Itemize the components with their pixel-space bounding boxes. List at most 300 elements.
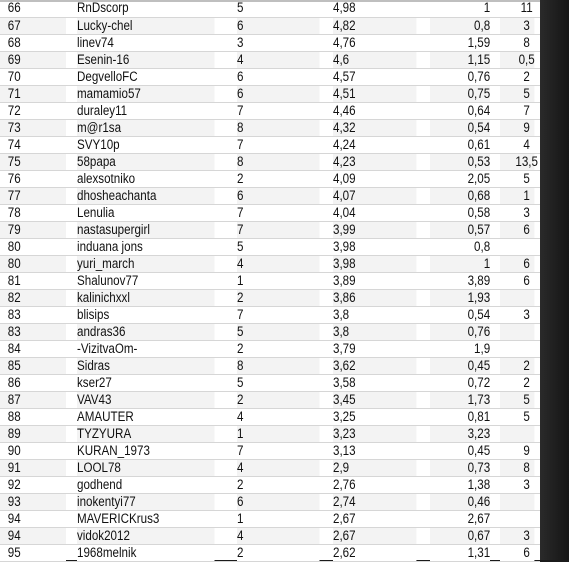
player-name-cell-text: SVY10p [77, 136, 120, 152]
rank-cell [0, 493, 66, 510]
games-cell [237, 272, 320, 289]
extra-cell [500, 408, 534, 425]
average-cell [333, 102, 416, 119]
ratio-cell [430, 85, 490, 102]
ratio-cell [430, 68, 490, 85]
extra-cell-text: 3 [523, 476, 530, 492]
table-row[interactable] [0, 17, 540, 34]
player-name-cell-text: KURAN_1973 [77, 442, 150, 458]
extra-cell-text: 5 [523, 170, 530, 186]
rank-cell-text: 71 [7, 85, 21, 101]
ratio-cell-text: 0,76 [467, 68, 491, 84]
table-row[interactable] [0, 289, 540, 306]
average-cell-text: 2,67 [333, 510, 356, 526]
average-cell-text: 2,9 [333, 459, 350, 475]
player-name-cell [77, 204, 215, 221]
table-row[interactable] [0, 340, 540, 357]
average-cell-text: 3,89 [333, 272, 356, 288]
ratio-cell [430, 0, 490, 17]
games-cell-text: 7 [237, 102, 244, 118]
average-cell-text: 3,99 [333, 221, 356, 237]
average-cell [333, 238, 416, 255]
games-cell [237, 204, 320, 221]
player-name-cell-text: RnDscorp [77, 0, 129, 16]
ratio-cell [430, 102, 490, 119]
games-cell [237, 476, 320, 493]
extra-cell [500, 68, 534, 85]
average-cell-text: 2,67 [333, 527, 356, 543]
table-row[interactable] [0, 493, 540, 510]
average-cell-text: 4,07 [333, 187, 356, 203]
table-row[interactable] [0, 272, 540, 289]
table-row[interactable] [0, 221, 540, 238]
ratio-cell [430, 544, 490, 561]
table-row[interactable] [0, 391, 540, 408]
player-name-cell [77, 221, 215, 238]
extra-cell-text: 9 [523, 442, 530, 458]
rank-cell [0, 527, 66, 544]
average-cell [333, 136, 416, 153]
games-cell-text: 7 [237, 136, 244, 152]
ratio-cell [430, 391, 490, 408]
rank-cell-text: 83 [7, 306, 21, 322]
average-cell-text: 3,58 [333, 374, 356, 390]
rank-cell-text: 79 [7, 221, 21, 237]
scrollbar-track[interactable] [540, 0, 569, 560]
ratio-cell-text: 0,46 [467, 493, 491, 509]
table-row[interactable] [0, 306, 540, 323]
extra-cell [500, 357, 534, 374]
table-row[interactable] [0, 374, 540, 391]
extra-cell [500, 527, 534, 544]
table-row[interactable] [0, 68, 540, 85]
games-cell [237, 51, 320, 68]
player-name-cell [77, 255, 215, 272]
ratio-cell [430, 527, 490, 544]
average-cell [333, 357, 416, 374]
average-cell [333, 34, 416, 51]
average-cell [333, 476, 416, 493]
extra-cell [500, 85, 534, 102]
ratio-cell-text: 1,9 [474, 340, 491, 356]
player-name-cell [77, 408, 215, 425]
ratio-cell [430, 493, 490, 510]
player-name-cell [77, 68, 215, 85]
extra-cell-text: 2 [523, 374, 530, 390]
rank-cell-text: 94 [7, 527, 21, 543]
rank-cell-text: 80 [7, 238, 21, 254]
games-cell [237, 221, 320, 238]
games-cell-text: 1 [237, 272, 244, 288]
player-name-cell-text: Esenin-16 [77, 51, 130, 67]
extra-cell-text: 3 [523, 204, 530, 220]
extra-cell [500, 102, 534, 119]
table-row[interactable] [0, 323, 540, 340]
games-cell-text: 8 [237, 357, 244, 373]
average-cell-text: 4,23 [333, 153, 356, 169]
rank-cell [0, 476, 66, 493]
rank-cell [0, 51, 66, 68]
rank-cell-text: 66 [7, 0, 21, 16]
extra-cell-text: 5 [523, 391, 530, 407]
player-name-cell-text: 58papa [77, 153, 116, 169]
ratio-cell [430, 289, 490, 306]
extra-cell [500, 340, 534, 357]
ratio-cell [430, 17, 490, 34]
average-cell-text: 3,25 [333, 408, 356, 424]
games-cell-text: 8 [237, 153, 244, 169]
games-cell [237, 527, 320, 544]
player-name-cell-text: alexsotniko [77, 170, 136, 186]
extra-cell [500, 187, 534, 204]
table-row[interactable] [0, 0, 540, 17]
rank-cell [0, 357, 66, 374]
ratio-cell-text: 1,15 [467, 51, 491, 67]
extra-cell-text: 0,5 [518, 51, 535, 67]
rank-cell-text: 83 [7, 323, 21, 339]
player-name-cell-text: inokentyi77 [77, 493, 136, 509]
player-name-cell-text: duraley11 [77, 102, 128, 118]
rank-cell [0, 153, 66, 170]
rank-cell-text: 74 [7, 136, 21, 152]
extra-cell [500, 459, 534, 476]
games-cell-text: 7 [237, 306, 244, 322]
average-cell [333, 68, 416, 85]
games-cell [237, 374, 320, 391]
ratio-cell [430, 476, 490, 493]
average-cell [333, 187, 416, 204]
extra-cell-text: 9 [523, 119, 530, 135]
games-cell [237, 187, 320, 204]
games-cell [237, 0, 320, 17]
rank-cell-text: 68 [7, 34, 21, 50]
average-cell [333, 459, 416, 476]
average-cell-text: 3,62 [333, 357, 356, 373]
rank-cell-text: 93 [7, 493, 21, 509]
rank-cell-text: 86 [7, 374, 21, 390]
ratio-cell [430, 272, 490, 289]
extra-cell-text: 6 [523, 272, 530, 288]
table-row[interactable] [0, 544, 540, 561]
ratio-cell [430, 374, 490, 391]
games-cell-text: 4 [237, 459, 244, 475]
ratio-cell [430, 187, 490, 204]
table-row[interactable] [0, 119, 540, 136]
average-cell [333, 272, 416, 289]
player-name-cell [77, 476, 215, 493]
games-cell-text: 5 [237, 374, 244, 390]
average-cell [333, 374, 416, 391]
player-name-cell-text: 1968melnik [77, 544, 137, 560]
ratio-cell-text: 1,38 [467, 476, 491, 492]
ratio-cell [430, 323, 490, 340]
player-name-cell [77, 459, 215, 476]
rank-cell [0, 170, 66, 187]
ratio-cell [430, 357, 490, 374]
table-row[interactable] [0, 527, 540, 544]
table-row[interactable] [0, 238, 540, 255]
games-cell [237, 340, 320, 357]
average-cell-text: 3,23 [333, 425, 356, 441]
player-name-cell-text: andras36 [77, 323, 126, 339]
ratio-cell [430, 238, 490, 255]
ratio-cell-text: 1,31 [467, 544, 491, 560]
table-row[interactable] [0, 85, 540, 102]
rank-cell-text: 81 [7, 272, 21, 288]
table-row[interactable] [0, 34, 540, 51]
player-name-cell [77, 391, 215, 408]
average-cell-text: 2,62 [333, 544, 356, 560]
extra-cell [500, 136, 534, 153]
ratio-cell [430, 510, 490, 527]
rank-cell [0, 459, 66, 476]
average-cell [333, 391, 416, 408]
extra-cell [500, 391, 534, 408]
games-cell [237, 153, 320, 170]
table-row[interactable] [0, 408, 540, 425]
rank-cell-text: 87 [7, 391, 21, 407]
ratio-cell-text: 1,93 [467, 289, 491, 305]
games-cell [237, 357, 320, 374]
player-name-cell [77, 170, 215, 187]
extra-cell [500, 17, 534, 34]
average-cell [333, 323, 416, 340]
average-cell [333, 340, 416, 357]
top-edge-shade [0, 0, 540, 2]
average-cell-text: 3,86 [333, 289, 356, 305]
extra-cell [500, 306, 534, 323]
rank-cell [0, 187, 66, 204]
rank-cell-text: 80 [7, 255, 21, 271]
rank-cell [0, 425, 66, 442]
table-row[interactable] [0, 459, 540, 476]
player-name-cell-text: linev74 [77, 34, 114, 50]
rank-cell [0, 289, 66, 306]
games-cell-text: 8 [237, 119, 244, 135]
player-name-cell-text: Lucky-chel [77, 17, 133, 33]
average-cell [333, 255, 416, 272]
extra-cell [500, 493, 534, 510]
games-cell-text: 2 [237, 340, 244, 356]
average-cell [333, 442, 416, 459]
ratio-cell-text: 0,76 [467, 323, 491, 339]
average-cell [333, 204, 416, 221]
table-row[interactable] [0, 187, 540, 204]
player-name-cell-text: nastasupergirl [77, 221, 150, 237]
player-name-cell-text: TYZYURA [77, 425, 132, 441]
rank-cell-text: 94 [7, 510, 21, 526]
extra-cell-text: 1 [523, 187, 530, 203]
table-row[interactable] [0, 51, 540, 68]
table-row[interactable] [0, 255, 540, 272]
extra-cell [500, 221, 534, 238]
games-cell [237, 544, 320, 561]
ratio-cell-text: 0,8 [474, 238, 491, 254]
player-name-cell [77, 340, 215, 357]
table-row[interactable] [0, 425, 540, 442]
ratio-cell [430, 170, 490, 187]
player-name-cell [77, 306, 215, 323]
average-cell-text: 3,79 [333, 340, 356, 356]
rank-cell-text: 76 [7, 170, 21, 186]
player-name-cell-text: dhosheachanta [77, 187, 157, 203]
extra-cell [500, 510, 534, 527]
games-cell-text: 1 [237, 510, 244, 526]
player-name-cell-text: Shalunov77 [77, 272, 139, 288]
games-cell [237, 119, 320, 136]
average-cell-text: 4,46 [333, 102, 356, 118]
games-cell-text: 4 [237, 527, 244, 543]
average-cell-text: 4,51 [333, 85, 356, 101]
player-name-cell-text: induana jons [77, 238, 143, 254]
ratio-cell-text: 2,67 [467, 510, 491, 526]
rank-cell-text: 92 [7, 476, 21, 492]
ratio-cell-text: 0,81 [467, 408, 491, 424]
games-cell-text: 2 [237, 391, 244, 407]
games-cell [237, 68, 320, 85]
ratio-cell-text: 0,45 [467, 442, 491, 458]
rank-cell-text: 89 [7, 425, 21, 441]
ratio-cell-text: 0,45 [467, 357, 491, 373]
ratio-cell [430, 34, 490, 51]
ratio-cell-text: 0,54 [467, 119, 491, 135]
table-row[interactable] [0, 510, 540, 527]
table-row[interactable] [0, 476, 540, 493]
extra-cell [500, 153, 538, 170]
ratio-cell-text: 1,73 [467, 391, 491, 407]
table-row[interactable] [0, 170, 540, 187]
player-name-cell [77, 17, 215, 34]
extra-cell-text: 6 [523, 544, 530, 560]
extra-cell-text: 8 [523, 34, 530, 50]
extra-cell-text: 8 [523, 459, 530, 475]
average-cell-text: 4,57 [333, 68, 356, 84]
player-name-cell [77, 0, 215, 17]
games-cell-text: 4 [237, 408, 244, 424]
table-row[interactable] [0, 102, 540, 119]
average-cell [333, 425, 416, 442]
average-cell [333, 527, 416, 544]
average-cell [333, 170, 416, 187]
ratio-cell [430, 221, 490, 238]
rank-cell [0, 374, 66, 391]
games-cell-text: 5 [237, 323, 244, 339]
ratio-cell-text: 1 [483, 255, 491, 271]
ratio-cell [430, 51, 490, 68]
table-row[interactable] [0, 136, 540, 153]
games-cell-text: 6 [237, 493, 244, 509]
ratio-cell-text: 0,72 [467, 374, 491, 390]
games-cell [237, 255, 320, 272]
ratio-cell [430, 136, 490, 153]
rank-cell [0, 340, 66, 357]
ratio-cell [430, 425, 490, 442]
player-name-cell [77, 527, 215, 544]
rank-cell-text: 85 [7, 357, 21, 373]
rank-cell-text: 82 [7, 289, 21, 305]
rank-cell [0, 306, 66, 323]
player-name-cell [77, 272, 215, 289]
player-name-cell-text: yuri_march [77, 255, 135, 271]
games-cell-text: 5 [237, 0, 244, 16]
games-cell-text: 5 [237, 238, 244, 254]
games-cell-text: 4 [237, 51, 244, 67]
player-name-cell-text: DegvelloFC [77, 68, 138, 84]
rank-cell-text: 91 [7, 459, 21, 475]
average-cell [333, 119, 416, 136]
rank-cell [0, 68, 66, 85]
table-row[interactable] [0, 153, 540, 170]
ratio-cell-text: 2,05 [467, 170, 491, 186]
rank-cell [0, 34, 66, 51]
average-cell [333, 289, 416, 306]
extra-cell-text: 6 [523, 221, 530, 237]
average-cell [333, 153, 416, 170]
extra-cell-text: 3 [523, 306, 530, 322]
player-name-cell [77, 289, 215, 306]
extra-cell [500, 476, 534, 493]
games-cell-text: 4 [237, 255, 244, 271]
games-cell [237, 306, 320, 323]
player-name-cell [77, 85, 215, 102]
average-cell [333, 493, 416, 510]
player-name-cell-text: AMAUTER [77, 408, 134, 424]
average-cell-text: 4,04 [333, 204, 356, 220]
rank-cell-text: 90 [7, 442, 21, 458]
average-cell-text: 3,8 [333, 306, 350, 322]
extra-cell [500, 544, 534, 561]
rank-cell [0, 136, 66, 153]
ratio-cell [430, 306, 490, 323]
table-row[interactable] [0, 442, 540, 459]
extra-cell [500, 255, 534, 272]
extra-cell-text: 5 [523, 408, 530, 424]
extra-cell [500, 119, 534, 136]
games-cell [237, 459, 320, 476]
ratio-cell-text: 3,23 [467, 425, 491, 441]
games-cell-text: 2 [237, 289, 244, 305]
ratio-cell [430, 442, 490, 459]
player-name-cell-text: VAV43 [77, 391, 112, 407]
games-cell-text: 6 [237, 187, 244, 203]
average-cell-text: 4,24 [333, 136, 356, 152]
ratio-cell-text: 0,75 [467, 85, 491, 101]
rank-cell [0, 442, 66, 459]
player-name-cell [77, 510, 215, 527]
table-row[interactable] [0, 204, 540, 221]
player-name-cell [77, 51, 215, 68]
extra-cell-text: 2 [523, 357, 530, 373]
rank-cell [0, 221, 66, 238]
player-name-cell [77, 374, 215, 391]
average-cell-text: 4,32 [333, 119, 356, 135]
average-cell-text: 3,8 [333, 323, 350, 339]
player-name-cell [77, 357, 215, 374]
extra-cell [500, 442, 534, 459]
player-name-cell-text: kser27 [77, 374, 112, 390]
rank-cell [0, 85, 66, 102]
rank-cell-text: 69 [7, 51, 21, 67]
games-cell-text: 7 [237, 442, 244, 458]
ratio-cell-text: 0,58 [467, 204, 491, 220]
table-row[interactable] [0, 357, 540, 374]
average-cell-text: 4,76 [333, 34, 356, 50]
games-cell [237, 289, 320, 306]
player-name-cell-text: kalinichxxl [77, 289, 130, 305]
extra-cell [500, 374, 534, 391]
games-cell-text: 7 [237, 221, 244, 237]
games-cell [237, 408, 320, 425]
